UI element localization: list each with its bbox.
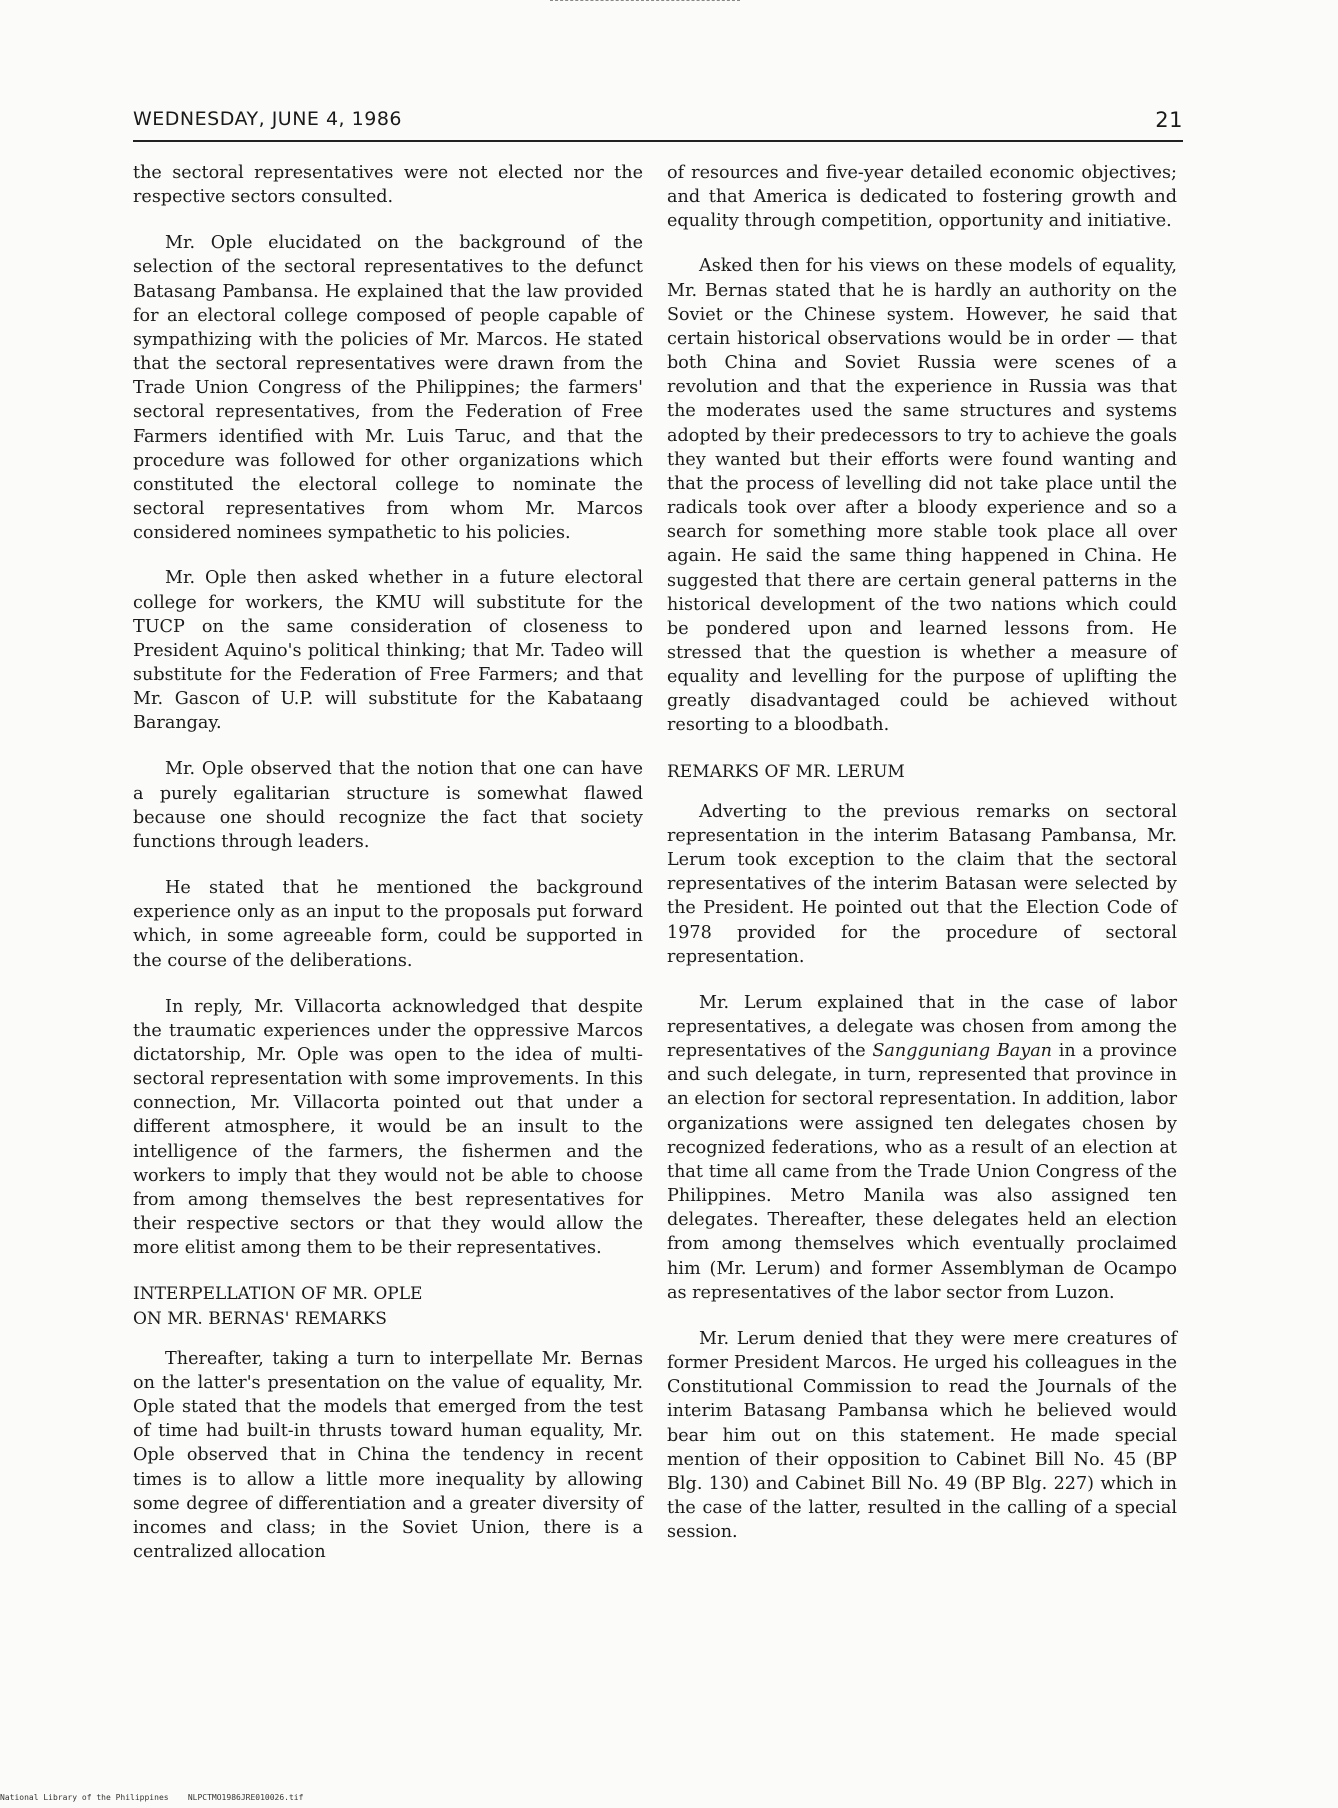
paragraph: Mr. Ople observed that the notion that one can have a purely egalitarian structure is somewhat flawed because one should recognize the fact that society functions through leaders. — [133, 759, 643, 852]
header-date: WEDNESDAY, JUNE 4, 1986 — [133, 108, 402, 130]
page-header — [133, 104, 1183, 142]
paragraph: He stated that he mentioned the background experience only as an input to the proposals put forward which, in some agreeable form, could be supported in the course of the deliberations. — [133, 878, 643, 971]
paragraph-text: Mr. Lerum explained that in the case of labor representatives, a delegate was chosen from among the representatives of the — [667, 992, 1177, 1062]
page-number: 21 — [1155, 108, 1183, 132]
scan-artifact-mark — [550, 0, 740, 4]
paragraph: Asked then for his views on these models of equality, Mr. Bernas stated that he is hardly an authority on the Soviet or the Chinese system. However, he said that certain historical observations would be in order — that both China and Soviet Russia were scenes of a revolution and that the experience in Russia was that the moderates used the same structures and systems adopted by their predecessors to try to achieve the goals they wanted but their efforts were found wanting and that the process of levelling did not take place until the radicals took over after a bloody experience and so a search for something more stable took place all over again. He said the same thing happened in China. He suggested that there are certain general patterns in the historical development of the two nations which could be pondered upon and learned lessons from. He stressed that the question is whether a measure of equality and levelling for the purpose of uplifting the greatly disadvantaged could be achieved without resorting to a bloodbath. — [667, 256, 1177, 736]
paragraph: the sectoral representatives were not elected nor the respective sectors consulted. — [133, 163, 643, 208]
paragraph-text: in a province and such delegate, in turn, represented that province in an election for sectoral representation. In addition, labor organizations were assigned ten delegates chosen by recognized federations, who as a result of an election at that time all came from the Trade Union Congress of the Philippines. Metro Manila was also assigned ten delegates. Thereafter, these delegates held an election from among themselves which eventually proclaimed him (Mr. Lerum) and former Assemblyman de Ocampo as representatives of the labor sector from Luzon. — [667, 1041, 1178, 1303]
section-heading: REMARKS OF MR. LERUM — [667, 761, 905, 782]
section-heading-line: ON MR. BERNAS' REMARKS — [133, 1308, 387, 1329]
section-heading — [133, 1282, 643, 1330]
right-column — [667, 161, 1177, 1544]
footer-library: National Library of the Philippines — [0, 1793, 169, 1802]
italic-term: Sangguniang Bayan — [872, 1041, 1053, 1062]
section-heading-line: INTERPELLATION OF MR. OPLE — [133, 1284, 423, 1305]
paragraph: Mr. Ople then asked whether in a future electoral college for workers, the KMU will substitute for the TUCP on the same consideration of closeness to President Aquino's political thinking; that Mr. Tadeo will substitute for the Federation of Free Farmers; and that Mr. Gascon of U.P. will substitute for the Kabataang Barangay. — [133, 568, 643, 734]
paragraph: Mr. Ople elucidated on the background of the selection of the sectoral representatives to the defunct Batasang Pambansa. He explained that the law provided for an electoral college composed of people capable of sympathizing with the policies of Mr. Marcos. He stated that the sectoral representatives were drawn from the Trade Union Congress of the Philippines; the farmers' sectoral representatives, from the Federation of Free Farmers identified with Mr. Luis Taruc, and that the procedure was followed for other organizations which constituted the electoral college to nominate the sectoral representatives from whom Mr. Marcos considered nominees sympathetic to his policies. — [133, 233, 643, 544]
left-column — [133, 161, 643, 1564]
paragraph: Thereafter, taking a turn to interpellate Mr. Bernas on the latter's presentation on the value of equality, Mr. Ople stated that the models that emerged from the test of time had built-in thrusts toward human equality, Mr. Ople observed that in China the tendency in recent times is to allow a little more inequality by allowing some degree of differentiation and a greater diversity of incomes and class; in the Soviet Union, there is a centralized allocation — [133, 1348, 643, 1562]
paragraph: Mr. Lerum denied that they were mere creatures of former President Marcos. He urged his colleagues in the Constitutional Commission to read the Journals of the interim Batasang Pambansa which he believed would bear him out on this statement. He made special mention of their opposition to Cabinet Bill No. 45 (BP Blg. 130) and Cabinet Bill No. 49 (BP Blg. 227) which in the case of the latter, resulted in the calling of a special session. — [667, 1328, 1177, 1543]
paragraph: In reply, Mr. Villacorta acknowledged that despite the traumatic experiences under the oppressive Marcos dictatorship, Mr. Ople was open to the idea of multi-sectoral representation with some improvements. In this connection, Mr. Villacorta pointed out that under a different atmosphere, it would be an insult to the intelligence of the farmers, the fishermen and the workers to imply that they would not be able to choose from among themselves the best representatives for their respective sectors or that they would allow the more elitist among them to be their representatives. — [133, 996, 643, 1259]
paragraph — [667, 991, 1177, 1305]
scan-footer — [0, 1793, 303, 1802]
paragraph: of resources and five-year detailed economic objectives; and that America is dedicated to fostering growth and equality through competition, opportunity and initiative. — [667, 163, 1177, 232]
footer-file-id: NLPCTMO1986JRE010026.tif — [187, 1793, 304, 1802]
paragraph: Adverting to the previous remarks on sectoral representation in the interim Batasang Pambansa, Mr. Lerum took exception to the claim that the sectoral representatives of the interim Batasan were selected by the President. He pointed out that the Election Code of 1978 provided for the procedure of sectoral representation. — [667, 801, 1177, 967]
